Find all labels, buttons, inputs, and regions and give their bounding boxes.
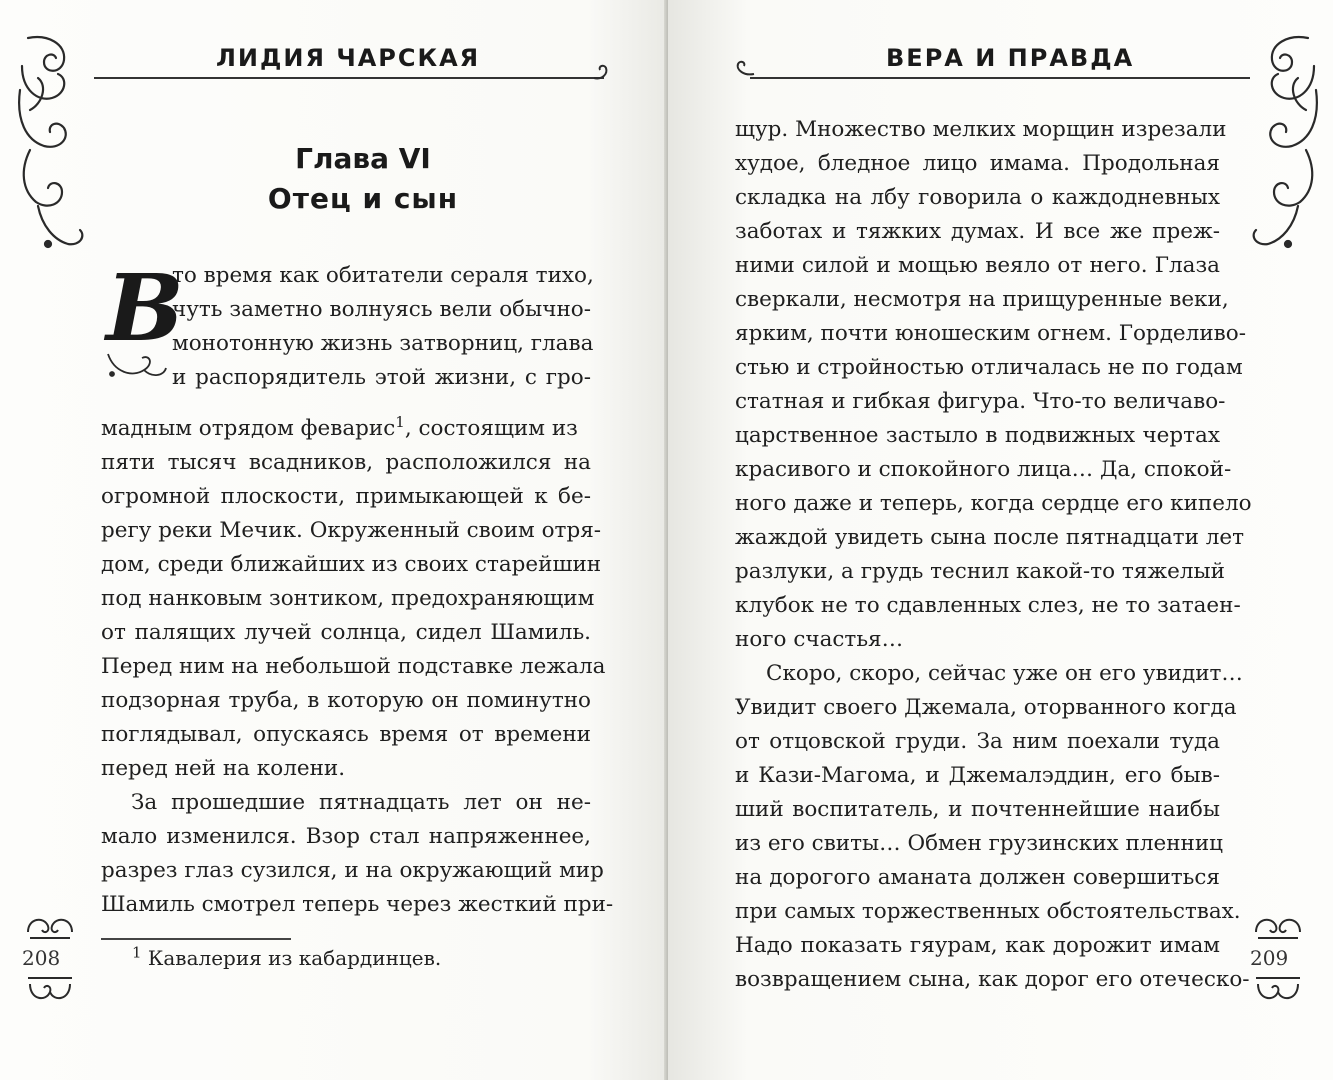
text-line: дом, среди ближайших из своих старейшин bbox=[101, 552, 602, 577]
text-line: Увидит своего Джемала, оторванного когда bbox=[735, 695, 1237, 720]
text-segment: , состоящим из bbox=[404, 416, 578, 441]
text-line: щур. Множество мелких морщин изрезали bbox=[735, 117, 1227, 142]
text-line: складка на лбу говорила о каждодневных bbox=[735, 185, 1220, 210]
text-line: поглядывал, опускаясь время от времени bbox=[101, 722, 591, 747]
text-line: статная и гибкая фигура. Что-то величаво- bbox=[735, 389, 1226, 414]
page-number-flourish-icon bbox=[1252, 974, 1304, 1014]
text-line: от палящих лучей солнца, сидел Шамиль. bbox=[101, 620, 591, 645]
text-line: Перед ним на небольшой подставке лежала bbox=[101, 654, 606, 679]
text-line: от отцовской груди. За ним поехали туда bbox=[735, 729, 1220, 754]
text-line: сверкали, несмотря на прищуренные веки, bbox=[735, 287, 1229, 312]
text-line: перед ней на колени. bbox=[101, 756, 346, 781]
running-head-rule bbox=[94, 77, 604, 79]
corner-flourish-icon bbox=[1228, 30, 1328, 270]
text-line: стью и стройностью отличалась не по годам bbox=[735, 355, 1243, 380]
text-line: чуть заметно волнуясь вели обычно- bbox=[172, 297, 591, 322]
chapter-title: Отец и сын bbox=[267, 182, 459, 215]
rule-end-swirl-icon bbox=[592, 62, 612, 84]
text-line: ного счастья… bbox=[735, 627, 904, 652]
text-line: разрез глаз сузился, и на окружающий мир bbox=[101, 858, 604, 883]
text-line: при самых торжественных обстоятельствах. bbox=[735, 899, 1241, 924]
text-line: За прошедшие пятнадцать лет он не- bbox=[131, 790, 591, 815]
text-line: пяти тысяч всадников, расположился на bbox=[101, 450, 591, 475]
text-line: регу реки Мечик. Окруженный своим отря- bbox=[101, 518, 602, 543]
text-line: Надо показать гяурам, как дорожит имам bbox=[735, 933, 1220, 958]
footnote-marker: 1 bbox=[395, 412, 405, 431]
text-line: то время как обитатели сераля тихо, bbox=[172, 263, 594, 288]
text-line: ного даже и теперь, когда сердце его кипело bbox=[735, 491, 1252, 516]
running-head: ВЕРА И ПРАВДА bbox=[886, 44, 1135, 72]
page-number-flourish-icon bbox=[24, 974, 76, 1014]
dropcap-flourish-icon bbox=[104, 348, 170, 382]
text-line: заботах и тяжких думах. И все же преж- bbox=[735, 219, 1220, 244]
text-line: красивого и спокойного лица… Да, спокой- bbox=[735, 457, 1232, 482]
text-line: и распорядитель этой жизни, с гро- bbox=[172, 365, 591, 390]
text-line: из его свиты… Обмен грузинских пленниц bbox=[735, 831, 1224, 856]
chapter-number: Глава VI bbox=[295, 142, 431, 175]
footnote-rule bbox=[101, 938, 291, 940]
text-line: худое, бледное лицо имама. Продольная bbox=[735, 151, 1220, 176]
text-line: клубок не то сдавленных слез, не то затаен- bbox=[735, 593, 1241, 618]
text-line: Скоро, скоро, сейчас уже он его увидит… bbox=[766, 661, 1243, 686]
text-line: жаждой увидеть сына после пятнадцати лет bbox=[735, 525, 1245, 550]
text-segment: мадным отрядом феварис bbox=[101, 416, 396, 441]
text-line: огромной плоскости, примыкающей к бе- bbox=[101, 484, 591, 509]
footnote bbox=[132, 943, 442, 970]
text-line: возвращением сына, как дорог его отеческо- bbox=[735, 967, 1250, 992]
page-number-flourish-icon bbox=[1250, 902, 1306, 942]
running-head-rule bbox=[750, 77, 1250, 79]
text-line: мало изменился. Взор стал напряженнее, bbox=[101, 824, 591, 849]
text-line: ший воспитатель, и почтеннейшие наибы bbox=[735, 797, 1220, 822]
footnote-text: Кавалерия из кабардинцев. bbox=[147, 946, 442, 970]
text-line-with-footnote bbox=[101, 412, 591, 446]
text-line: ними силой и мощью веяло от него. Глаза bbox=[735, 253, 1220, 278]
text-line: на дорогого аманата должен совершиться bbox=[735, 865, 1220, 890]
text-line: Шамиль смотрел теперь через жесткий при- bbox=[101, 892, 614, 917]
text-line: под нанковым зонтиком, предохраняющим bbox=[101, 586, 595, 611]
text-line: подзорная труба, в которую он поминутно bbox=[101, 688, 591, 713]
running-head: ЛИДИЯ ЧАРСКАЯ bbox=[216, 44, 481, 72]
text-line: и Кази-Магома, и Джемалэддин, его быв- bbox=[735, 763, 1220, 788]
page-number: 208 bbox=[22, 946, 61, 970]
text-line: монотонную жизнь затворниц, глава bbox=[172, 331, 594, 356]
text-line: ярким, почти юношеским огнем. Горделиво- bbox=[735, 321, 1246, 346]
drop-cap-letter: В bbox=[106, 254, 184, 362]
text-line: царственное застыло в подвижных чертах bbox=[735, 423, 1220, 448]
right-page bbox=[668, 0, 1333, 1080]
drop-cap bbox=[104, 254, 184, 382]
page-number-flourish-icon bbox=[22, 902, 78, 942]
corner-flourish-icon bbox=[8, 30, 108, 270]
footnote-number: 1 bbox=[132, 943, 142, 962]
page-number: 209 bbox=[1250, 946, 1289, 970]
text-line: разлуки, а грудь теснил какой-то тяжелый bbox=[735, 559, 1225, 584]
